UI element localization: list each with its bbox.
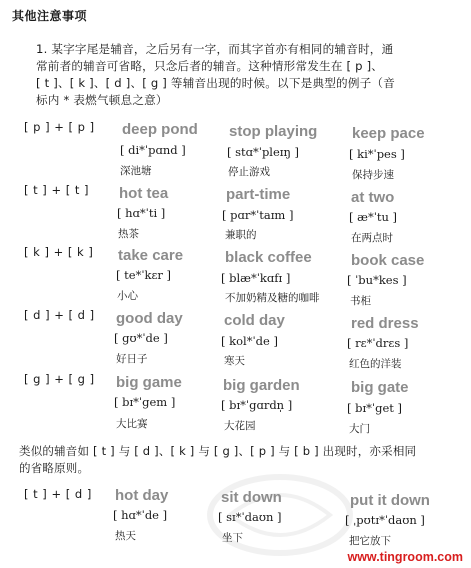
row-label-t-d: [ t ] + [ d ]	[24, 487, 92, 501]
example-word: cold day	[224, 312, 285, 329]
example-ipa: [ stɑ*ˈpleɪŋ ]	[227, 145, 300, 159]
example-word: stop playing	[229, 123, 318, 140]
page-title: 其他注意事项	[12, 9, 88, 23]
intro-paragraph	[36, 41, 456, 109]
intro-line: [ t ]、[ k ]、[ d ]、[ g ] 等辅音出现的时候。以下是典型的例子（音	[36, 76, 395, 90]
example-ipa: [ di*ˈpɑnd ]	[120, 143, 186, 157]
similar-line: 的省略原则。	[19, 461, 90, 475]
example-translation: 把它放下	[349, 535, 391, 547]
example-ipa: [ ki*ˈpes ]	[349, 147, 405, 161]
example-word: big game	[116, 374, 182, 391]
example-translation: 大门	[349, 423, 370, 435]
example-translation: 深池塘	[120, 165, 152, 177]
example-word: book case	[351, 252, 425, 269]
example-ipa: [ ˌpʊtɪ*ˈdaʊn ]	[345, 513, 425, 527]
example-translation: 坐下	[222, 532, 243, 544]
example-ipa: [ bɪ*ˈgɑrdn̩ ]	[221, 398, 293, 412]
example-word: black coffee	[225, 249, 312, 266]
example-ipa: [ hɑ*ˈde ]	[113, 508, 168, 522]
example-ipa: [ kol*ˈde ]	[221, 334, 278, 348]
example-translation: 好日子	[116, 353, 148, 365]
intro-line: 1. 某字字尾是辅音，之后另有一字，而其字首亦有相同的辅音时，通	[36, 42, 394, 56]
example-translation: 书柜	[350, 295, 371, 307]
example-translation: 兼职的	[225, 229, 257, 241]
example-word: keep pace	[352, 125, 425, 142]
example-translation: 小心	[117, 290, 138, 302]
site-watermark: www.tingroom.com	[347, 550, 463, 564]
row-label-g-g: [ g ] + [ g ]	[24, 372, 95, 386]
example-ipa: [ pɑr*ˈtaɪm ]	[222, 208, 294, 222]
example-translation: 保持步速	[352, 169, 394, 181]
example-translation: 寒天	[224, 355, 245, 367]
example-ipa: [ blæ*ˈkɑfɪ ]	[221, 271, 291, 285]
example-ipa: [ rɛ*ˈdrɛs ]	[347, 336, 409, 350]
row-label-p-p: [ p ] + [ p ]	[24, 120, 95, 134]
example-word: hot tea	[119, 185, 169, 202]
example-word: take care	[118, 247, 184, 264]
row-label-k-k: [ k ] + [ k ]	[24, 245, 94, 259]
example-translation: 红色的洋装	[349, 358, 402, 370]
example-translation: 热茶	[118, 228, 139, 240]
example-translation: 停止游戏	[228, 166, 270, 178]
example-ipa: [ bɪ*ˈget ]	[347, 401, 403, 415]
intro-line: 常前者的辅音可省略，只念后者的辅音。这种情形常发生在 [ p ]、	[36, 59, 384, 73]
example-ipa: [ æ*ˈtu ]	[349, 210, 398, 224]
example-translation: 大花园	[224, 420, 256, 432]
example-translation: 大比赛	[116, 418, 148, 430]
example-word: part-time	[226, 186, 291, 203]
example-ipa: [ te*ˈkɛr ]	[116, 268, 172, 282]
example-word: big garden	[223, 377, 300, 394]
example-word: sit down	[221, 489, 282, 506]
example-ipa: [ bɪ*ˈgem ]	[114, 395, 176, 409]
example-word: deep pond	[122, 121, 198, 138]
example-translation: 不加奶精及糖的咖啡	[225, 292, 320, 304]
example-translation: 热天	[115, 530, 136, 542]
example-ipa: [ gʊ*ˈde ]	[114, 331, 168, 345]
example-translation: 在两点时	[351, 232, 393, 244]
intro-line: 标内 * 表燃气顿息之意）	[36, 93, 168, 107]
example-word: put it down	[350, 492, 430, 509]
example-ipa: [ ˈbu*kes ]	[347, 273, 407, 287]
example-word: good day	[116, 310, 183, 327]
example-ipa: [ hɑ*ˈti ]	[117, 206, 166, 220]
similar-line: 类似的辅音如 [ t ] 与 [ d ]、[ k ] 与 [ g ]、[ p ] 与 [ b ] 出现时，亦采相同	[19, 444, 417, 458]
row-label-d-d: [ d ] + [ d ]	[24, 308, 95, 322]
example-word: big gate	[351, 379, 409, 396]
example-word: red dress	[351, 315, 419, 332]
example-ipa: [ sɪ*ˈdaʊn ]	[218, 510, 282, 524]
example-word: hot day	[115, 487, 169, 504]
row-label-t-t: [ t ] + [ t ]	[24, 183, 90, 197]
example-word: at two	[351, 189, 395, 206]
